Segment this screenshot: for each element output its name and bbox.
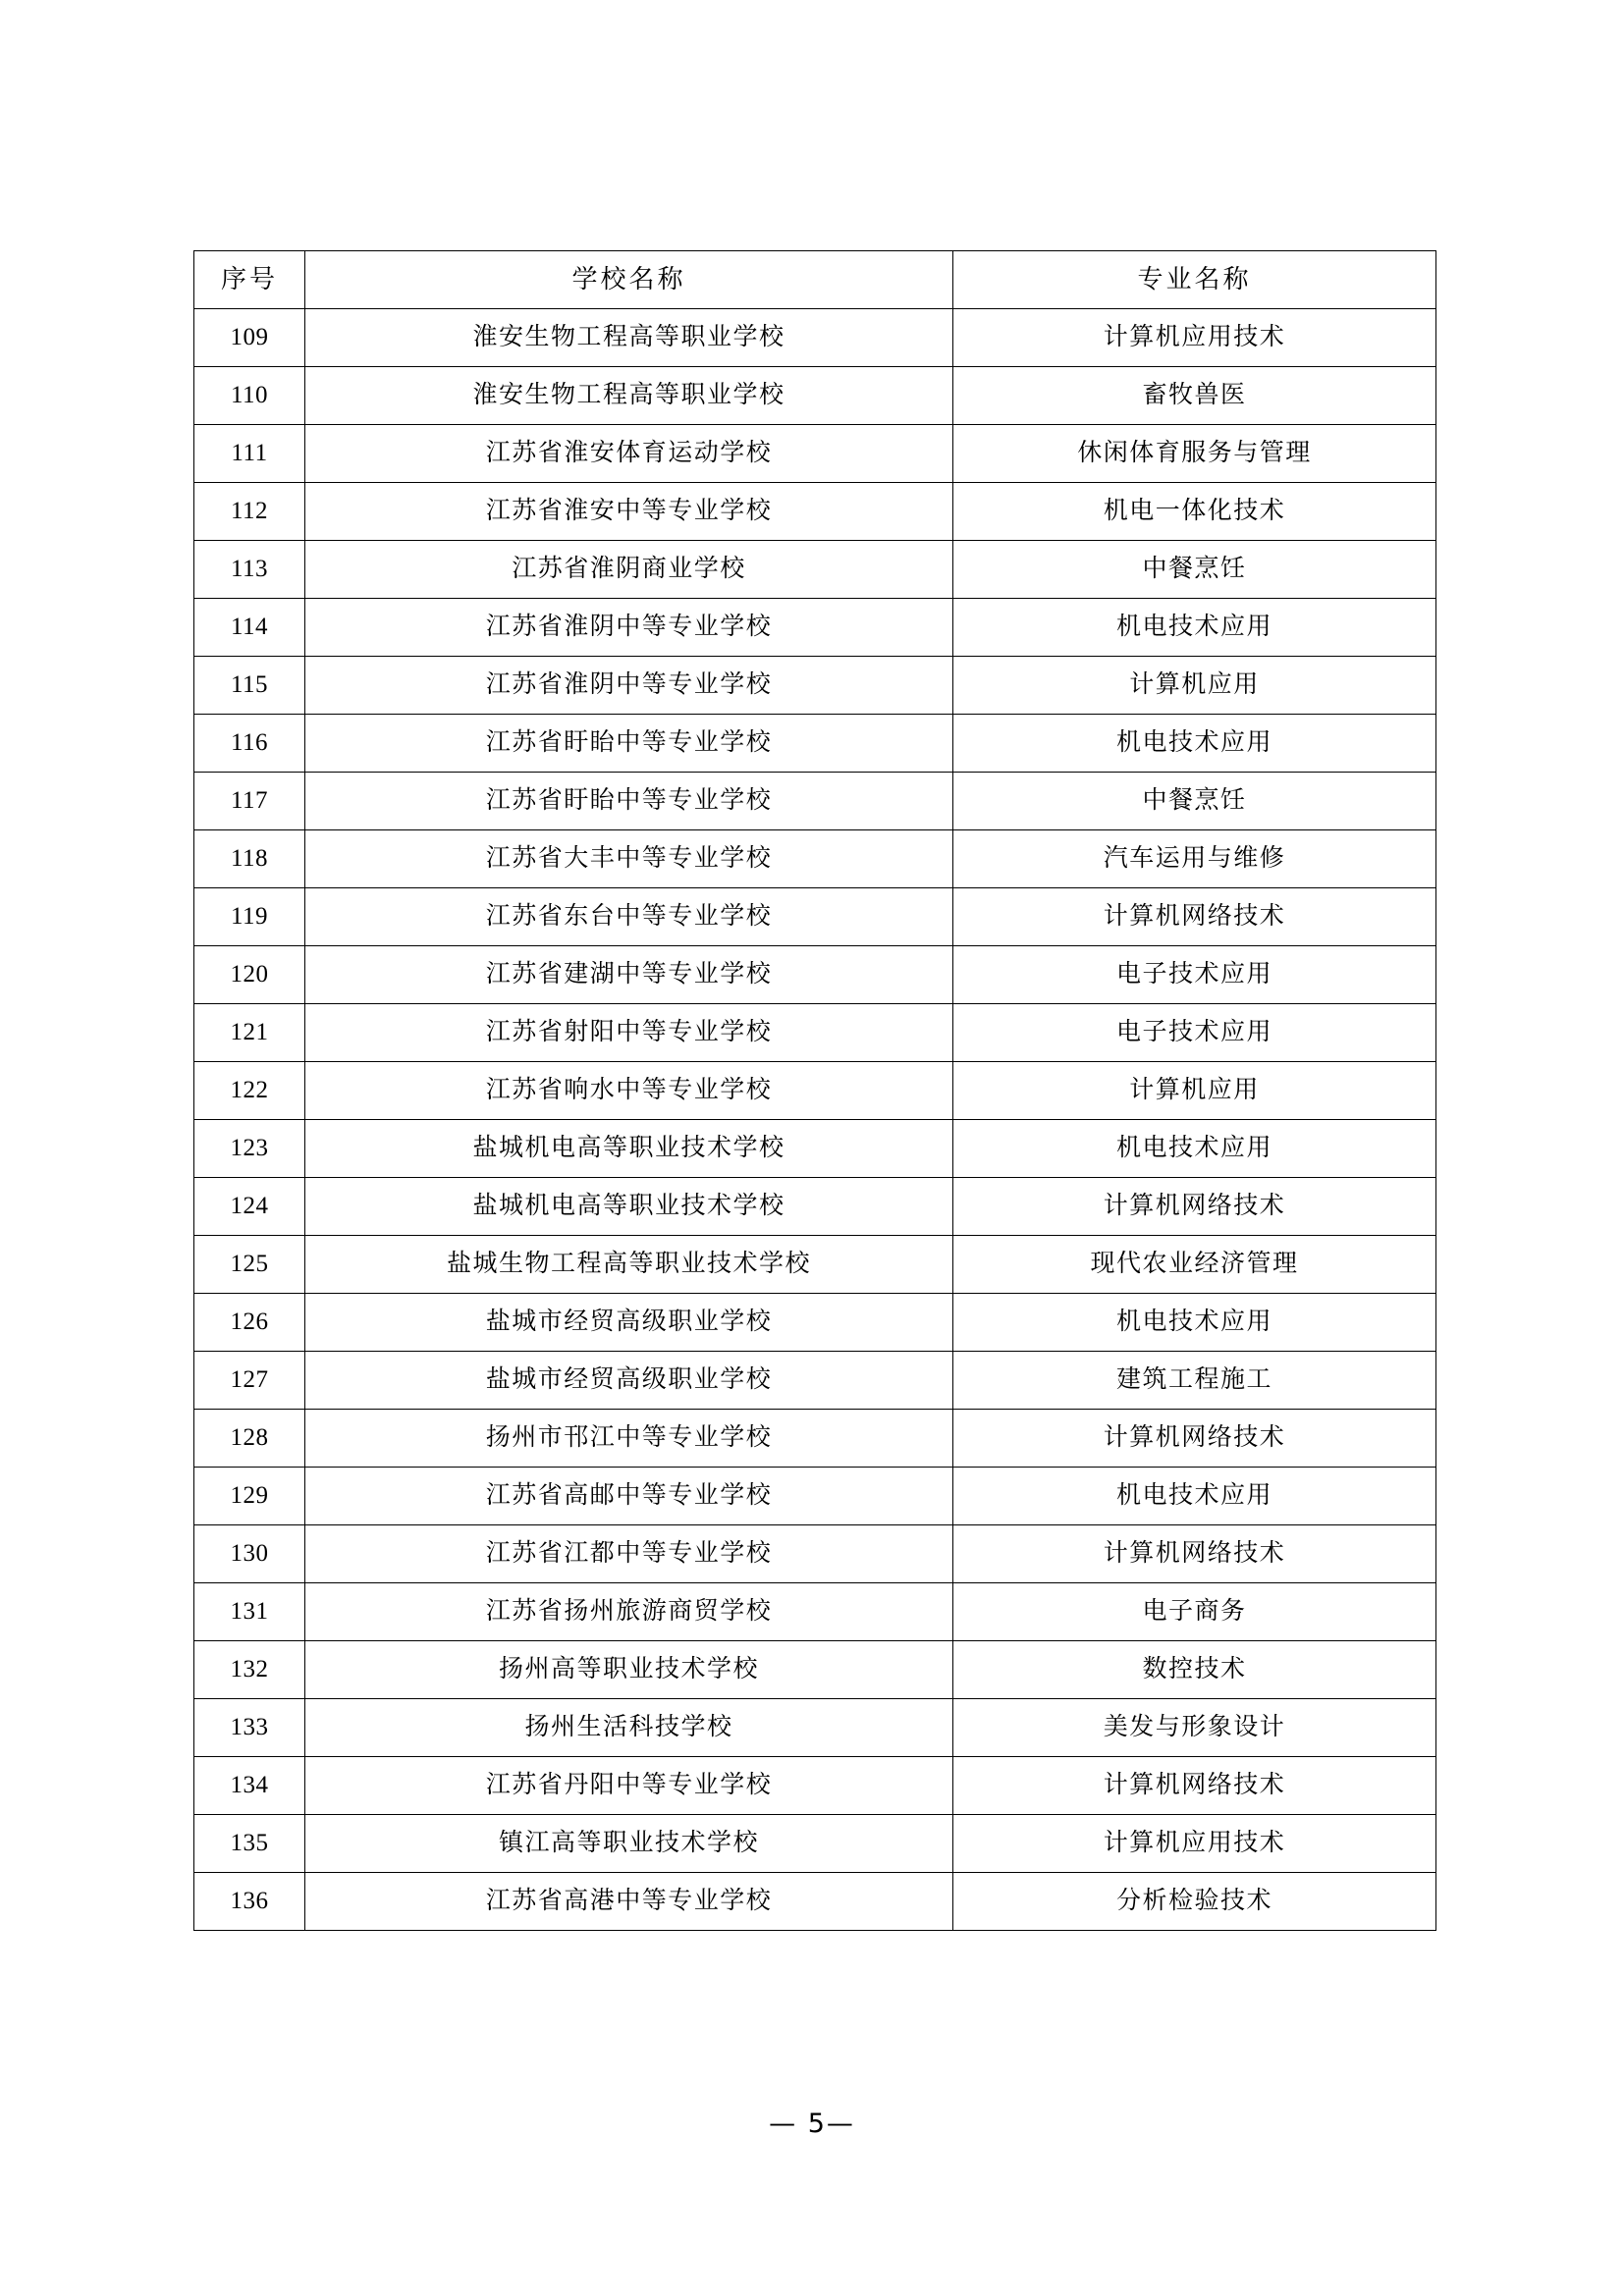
cell-index: 136 — [194, 1873, 305, 1931]
cell-major-name: 计算机应用 — [953, 657, 1436, 715]
cell-school-name: 江苏省丹阳中等专业学校 — [305, 1757, 953, 1815]
table-row — [194, 309, 1436, 367]
table-row — [194, 1120, 1436, 1178]
table-header — [194, 251, 1436, 309]
cell-school-name: 盐城生物工程高等职业技术学校 — [305, 1236, 953, 1294]
cell-major-name: 机电技术应用 — [953, 1468, 1436, 1525]
cell-school-name: 江苏省大丰中等专业学校 — [305, 830, 953, 888]
table-header-row — [194, 251, 1436, 309]
cell-school-name: 江苏省高邮中等专业学校 — [305, 1468, 953, 1525]
cell-school-name: 淮安生物工程高等职业学校 — [305, 309, 953, 367]
column-header-major: 专业名称 — [953, 251, 1436, 309]
table-row — [194, 367, 1436, 425]
cell-index: 134 — [194, 1757, 305, 1815]
table-body — [194, 309, 1436, 1931]
table-row — [194, 1352, 1436, 1410]
cell-school-name: 盐城机电高等职业技术学校 — [305, 1178, 953, 1236]
table-row — [194, 1699, 1436, 1757]
cell-school-name: 江苏省淮安中等专业学校 — [305, 483, 953, 541]
table-row — [194, 1815, 1436, 1873]
cell-major-name: 计算机网络技术 — [953, 1410, 1436, 1468]
cell-major-name: 电子商务 — [953, 1583, 1436, 1641]
cell-index: 131 — [194, 1583, 305, 1641]
cell-index: 119 — [194, 888, 305, 946]
cell-major-name: 畜牧兽医 — [953, 367, 1436, 425]
cell-major-name: 现代农业经济管理 — [953, 1236, 1436, 1294]
cell-major-name: 机电一体化技术 — [953, 483, 1436, 541]
cell-major-name: 机电技术应用 — [953, 715, 1436, 773]
table-row — [194, 1062, 1436, 1120]
column-header-school: 学校名称 — [305, 251, 953, 309]
cell-school-name: 江苏省高港中等专业学校 — [305, 1873, 953, 1931]
cell-major-name: 计算机网络技术 — [953, 1178, 1436, 1236]
cell-major-name: 计算机应用技术 — [953, 309, 1436, 367]
cell-major-name: 计算机网络技术 — [953, 1525, 1436, 1583]
cell-school-name: 江苏省盱眙中等专业学校 — [305, 773, 953, 830]
school-major-table-wrapper — [193, 250, 1435, 1931]
cell-index: 116 — [194, 715, 305, 773]
table-row — [194, 1757, 1436, 1815]
cell-school-name: 江苏省淮安体育运动学校 — [305, 425, 953, 483]
cell-index: 126 — [194, 1294, 305, 1352]
cell-school-name: 盐城机电高等职业技术学校 — [305, 1120, 953, 1178]
cell-index: 114 — [194, 599, 305, 657]
cell-major-name: 机电技术应用 — [953, 1120, 1436, 1178]
cell-major-name: 机电技术应用 — [953, 1294, 1436, 1352]
cell-major-name: 美发与形象设计 — [953, 1699, 1436, 1757]
cell-major-name: 电子技术应用 — [953, 1004, 1436, 1062]
table-row — [194, 425, 1436, 483]
table-row — [194, 830, 1436, 888]
table-row — [194, 599, 1436, 657]
table-row — [194, 946, 1436, 1004]
cell-major-name: 中餐烹饪 — [953, 541, 1436, 599]
cell-school-name: 扬州生活科技学校 — [305, 1699, 953, 1757]
cell-school-name: 江苏省淮阴商业学校 — [305, 541, 953, 599]
cell-index: 111 — [194, 425, 305, 483]
cell-school-name: 江苏省扬州旅游商贸学校 — [305, 1583, 953, 1641]
cell-school-name: 盐城市经贸高级职业学校 — [305, 1294, 953, 1352]
cell-school-name: 江苏省淮阴中等专业学校 — [305, 599, 953, 657]
table-row — [194, 715, 1436, 773]
table-row — [194, 1178, 1436, 1236]
cell-index: 110 — [194, 367, 305, 425]
cell-index: 130 — [194, 1525, 305, 1583]
cell-index: 115 — [194, 657, 305, 715]
cell-index: 124 — [194, 1178, 305, 1236]
cell-major-name: 电子技术应用 — [953, 946, 1436, 1004]
table-row — [194, 1641, 1436, 1699]
cell-index: 133 — [194, 1699, 305, 1757]
cell-school-name: 江苏省射阳中等专业学校 — [305, 1004, 953, 1062]
table-row — [194, 483, 1436, 541]
cell-major-name: 中餐烹饪 — [953, 773, 1436, 830]
table-row — [194, 1525, 1436, 1583]
cell-major-name: 分析检验技术 — [953, 1873, 1436, 1931]
cell-school-name: 江苏省建湖中等专业学校 — [305, 946, 953, 1004]
cell-index: 121 — [194, 1004, 305, 1062]
cell-school-name: 盐城市经贸高级职业学校 — [305, 1352, 953, 1410]
cell-major-name: 计算机网络技术 — [953, 888, 1436, 946]
cell-major-name: 数控技术 — [953, 1641, 1436, 1699]
cell-school-name: 江苏省盱眙中等专业学校 — [305, 715, 953, 773]
cell-major-name: 计算机应用技术 — [953, 1815, 1436, 1873]
table-row — [194, 1236, 1436, 1294]
cell-school-name: 江苏省淮阴中等专业学校 — [305, 657, 953, 715]
table-row — [194, 1004, 1436, 1062]
cell-index: 128 — [194, 1410, 305, 1468]
cell-school-name: 江苏省东台中等专业学校 — [305, 888, 953, 946]
cell-index: 129 — [194, 1468, 305, 1525]
table-row — [194, 541, 1436, 599]
cell-index: 112 — [194, 483, 305, 541]
table-row — [194, 888, 1436, 946]
cell-index: 135 — [194, 1815, 305, 1873]
table-row — [194, 1873, 1436, 1931]
school-major-table — [193, 250, 1436, 1931]
cell-index: 125 — [194, 1236, 305, 1294]
cell-index: 132 — [194, 1641, 305, 1699]
cell-school-name: 扬州高等职业技术学校 — [305, 1641, 953, 1699]
cell-index: 122 — [194, 1062, 305, 1120]
cell-major-name: 机电技术应用 — [953, 599, 1436, 657]
cell-index: 120 — [194, 946, 305, 1004]
table-row — [194, 1583, 1436, 1641]
page-number: — 5— — [769, 2109, 855, 2139]
cell-major-name: 汽车运用与维修 — [953, 830, 1436, 888]
table-row — [194, 1468, 1436, 1525]
table-row — [194, 1410, 1436, 1468]
cell-index: 113 — [194, 541, 305, 599]
cell-major-name: 建筑工程施工 — [953, 1352, 1436, 1410]
cell-index: 123 — [194, 1120, 305, 1178]
table-row — [194, 1294, 1436, 1352]
cell-major-name: 计算机应用 — [953, 1062, 1436, 1120]
cell-school-name: 江苏省响水中等专业学校 — [305, 1062, 953, 1120]
cell-school-name: 扬州市邗江中等专业学校 — [305, 1410, 953, 1468]
column-header-index: 序号 — [194, 251, 305, 309]
table-row — [194, 657, 1436, 715]
cell-school-name: 淮安生物工程高等职业学校 — [305, 367, 953, 425]
table-row — [194, 773, 1436, 830]
cell-index: 109 — [194, 309, 305, 367]
cell-school-name: 江苏省江都中等专业学校 — [305, 1525, 953, 1583]
cell-school-name: 镇江高等职业技术学校 — [305, 1815, 953, 1873]
cell-major-name: 休闲体育服务与管理 — [953, 425, 1436, 483]
cell-index: 127 — [194, 1352, 305, 1410]
cell-index: 118 — [194, 830, 305, 888]
cell-major-name: 计算机网络技术 — [953, 1757, 1436, 1815]
cell-index: 117 — [194, 773, 305, 830]
